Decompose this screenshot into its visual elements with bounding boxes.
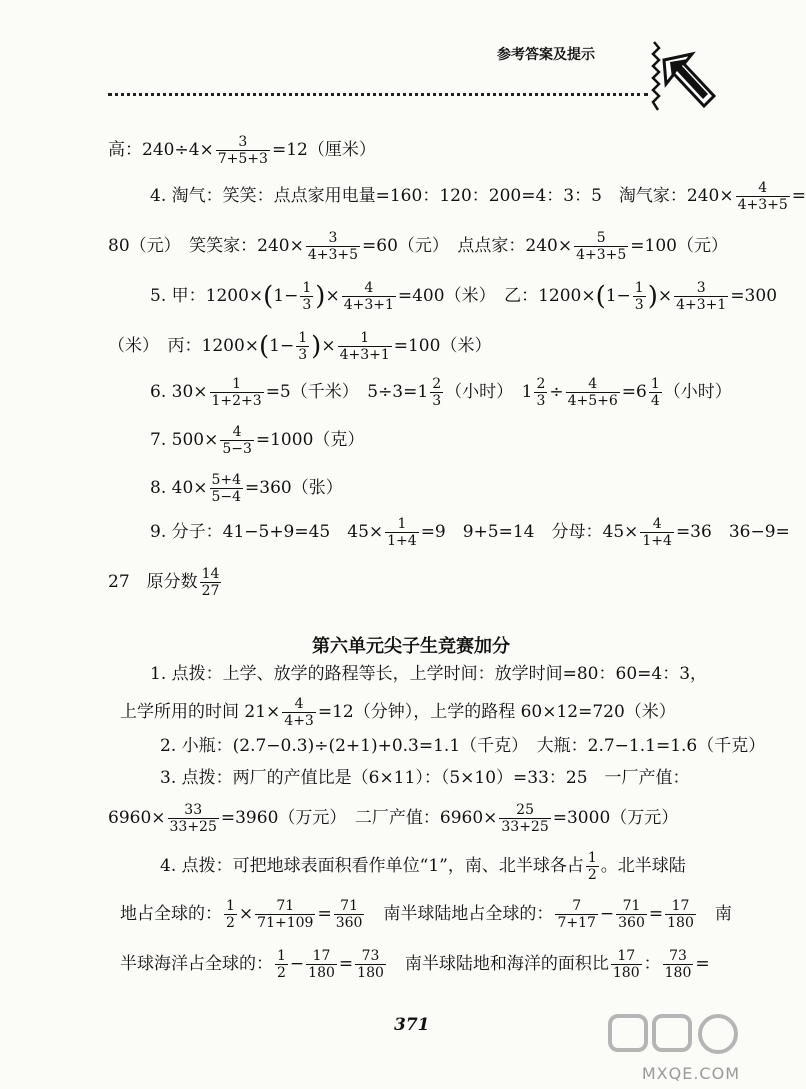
numerator: 4: [342, 280, 396, 297]
fraction: [566, 376, 620, 409]
denominator: 3: [302, 297, 312, 314]
fraction: [168, 802, 219, 835]
fraction: [210, 472, 244, 505]
text: 2. 小瓶：(2.7−0.3)÷(2+1)+0.3=1.1（千克） 大瓶：2.7−1.1=1.6（千克）: [160, 736, 766, 756]
text: =100（元）: [630, 236, 728, 257]
answer-line: [150, 280, 777, 313]
fraction: [574, 230, 628, 263]
denominator: 7+5+3: [217, 151, 268, 168]
answer-line: [120, 898, 732, 931]
text: 南半球陆地占全球的：: [366, 904, 554, 925]
fraction: [611, 948, 642, 981]
answer-line: [150, 666, 707, 683]
text: 1−: [605, 286, 631, 307]
paren: ): [315, 281, 326, 312]
text: =: [317, 904, 332, 925]
header-title: 参考答案及提示: [497, 47, 595, 63]
numerator: 1: [226, 898, 235, 914]
text: =: [648, 904, 664, 925]
numerator: 71: [616, 898, 647, 915]
text: ÷: [549, 382, 564, 403]
text: =9 9+5=14 分母：45×: [420, 522, 639, 543]
section-title: 第六单元尖子生竞赛加分: [312, 636, 510, 657]
denominator: 180: [664, 965, 692, 982]
denominator: 33+25: [169, 819, 217, 836]
text: =: [695, 954, 710, 975]
text: =12（分钟），上学的路程 60×12=720（米）: [317, 702, 676, 723]
denominator: 4+3+1: [676, 297, 727, 314]
fraction: [430, 376, 443, 409]
numerator: 17: [611, 948, 642, 965]
numerator: 33: [168, 802, 219, 819]
text: （小时） 1: [445, 382, 533, 403]
answer-line: [108, 566, 223, 599]
denominator: 3: [536, 393, 546, 410]
text: 地占全球的：: [120, 904, 222, 925]
numerator: 1: [385, 516, 419, 533]
denominator: 4+3: [284, 713, 314, 730]
text: =: [791, 186, 806, 207]
text: 9. 分子：41−5+9=45 45×: [150, 522, 384, 543]
numerator: 1: [298, 330, 308, 346]
numerator: 1: [302, 280, 312, 296]
fraction: [306, 948, 337, 981]
fraction: [296, 330, 309, 363]
text: =3000（万元）: [552, 808, 679, 829]
numerator: 1: [277, 948, 286, 964]
fraction: [736, 180, 790, 213]
denominator: 4+3+1: [339, 347, 390, 364]
denominator: 1+2+3: [211, 393, 262, 410]
page-number: 371: [394, 1015, 430, 1035]
text: ×: [657, 286, 673, 307]
fraction: [300, 280, 313, 313]
denominator: 180: [357, 965, 384, 982]
text: 高：240÷4×: [108, 140, 214, 161]
paren: (: [595, 281, 606, 312]
answer-line: [120, 948, 710, 981]
numerator: 7: [555, 898, 597, 915]
answer-line: [160, 770, 690, 787]
text: 1. 点拨：上学、放学的路程等长，上学时间：放学时间=80：60=4：3，: [150, 664, 708, 684]
denominator: 4+3+5: [576, 247, 627, 264]
numerator: 73: [355, 948, 386, 965]
answer-line: [160, 850, 686, 883]
text: 4. 淘气：笑笑：点点家用电量=160：120：200=4：3：5 淘气家：240×: [150, 186, 734, 207]
text: 南: [697, 904, 732, 925]
denominator: 3: [634, 297, 644, 314]
fraction: [200, 566, 222, 599]
answer-line: [108, 230, 728, 263]
fraction: [224, 898, 237, 931]
text: 80（元） 笑笑家：240×: [108, 236, 304, 257]
fraction: [220, 424, 254, 457]
numerator: 17: [665, 898, 696, 915]
denominator: 2: [226, 915, 235, 932]
fraction: [640, 516, 674, 549]
text: −: [289, 954, 305, 975]
text: =3960（万元） 二厂产值：6960×: [220, 808, 498, 829]
text: 上学所用的时间 21×: [120, 702, 281, 723]
text: =300: [730, 286, 778, 307]
fraction: [255, 898, 315, 931]
text: =100（米）: [393, 336, 492, 357]
denominator: 5−3: [222, 441, 252, 458]
header-dotted-divider: [108, 93, 648, 96]
text: ×: [238, 904, 254, 925]
denominator: 4+5+6: [567, 393, 618, 410]
text: 1−: [273, 286, 299, 307]
text: 南半球陆地和海洋的面积比: [387, 954, 609, 975]
text: =6: [621, 382, 647, 403]
answer-line: [120, 696, 676, 729]
text: 5. 甲：1200×: [150, 286, 264, 307]
answer-line: [150, 516, 790, 549]
fraction: [338, 330, 392, 363]
text: 1−: [269, 336, 295, 357]
text: ×: [321, 336, 336, 357]
text: 7. 500×: [150, 430, 219, 451]
fraction: [210, 376, 264, 409]
numerator: 1: [587, 850, 597, 866]
answer-line: [150, 180, 806, 213]
answer-line: [108, 802, 678, 835]
text: ×: [325, 286, 340, 307]
answer-line: [150, 472, 343, 505]
text: 。北半球陆: [600, 856, 686, 877]
denominator: 71+109: [257, 915, 314, 932]
text: =60（元） 点点家：240×: [362, 236, 573, 257]
fraction: [275, 948, 288, 981]
numerator: 2: [432, 376, 442, 392]
text: 6960×: [108, 808, 166, 829]
text: 3. 点拨：两厂的产值比是（6×11）：（5×10）=33：25 一厂产值：: [160, 768, 690, 788]
fraction: [355, 948, 386, 981]
fraction: [616, 898, 647, 931]
fraction: [586, 850, 599, 883]
text: −: [599, 904, 615, 925]
text: 4. 点拨：可把地球表面积看作单位“1”，南、北半球各占: [160, 856, 584, 877]
numerator: 4: [566, 376, 620, 393]
watermark: [604, 1010, 744, 1085]
fraction: [306, 230, 360, 263]
text: =5（千米） 5÷3=1: [265, 382, 429, 403]
text: 27 原分数: [108, 572, 198, 593]
numerator: 3: [306, 230, 360, 247]
text: =400（米） 乙：1200×: [397, 286, 596, 307]
numerator: 3: [216, 134, 270, 151]
denominator: 2: [587, 867, 597, 884]
numerator: 4: [736, 180, 790, 197]
fraction: [534, 376, 547, 409]
text: 半球海洋占全球的：: [120, 954, 273, 975]
watermark-logo-icon: [604, 1010, 744, 1060]
numerator: 3: [674, 280, 728, 297]
text: ：: [643, 954, 661, 975]
watermark-text: MXQE.COM: [641, 1064, 740, 1083]
numerator: 2: [536, 376, 546, 392]
answer-line: [108, 134, 376, 167]
numerator: 1: [634, 280, 644, 296]
denominator: 3: [432, 393, 442, 410]
fraction: [385, 516, 419, 549]
numerator: 71: [334, 898, 365, 915]
denominator: 2: [277, 965, 286, 982]
numerator: 4: [640, 516, 674, 533]
fraction: [663, 948, 694, 981]
fraction: [674, 280, 728, 313]
denominator: 27: [201, 583, 220, 600]
fraction: [216, 134, 270, 167]
denominator: 180: [612, 965, 640, 982]
denominator: 4+3+5: [307, 247, 359, 264]
numerator: 5+4: [211, 472, 242, 488]
paren: (: [263, 281, 274, 312]
denominator: 4: [650, 393, 660, 410]
numerator: 25: [499, 802, 550, 819]
fraction: [334, 898, 365, 931]
text: 6. 30×: [150, 382, 208, 403]
denominator: 3: [298, 347, 308, 364]
denominator: 180: [667, 915, 694, 932]
numerator: 1: [210, 376, 264, 393]
denominator: 360: [335, 915, 363, 932]
answer-line: [150, 376, 732, 409]
fraction: [665, 898, 696, 931]
denominator: 33+25: [501, 819, 549, 836]
numerator: 73: [663, 948, 694, 965]
numerator: 1: [650, 376, 660, 392]
numerator: 71: [255, 898, 315, 915]
text: =360（张）: [245, 478, 343, 499]
denominator: 180: [308, 965, 335, 982]
fraction: [499, 802, 550, 835]
text: =: [338, 954, 354, 975]
text: =36 36−9=: [675, 522, 790, 543]
numerator: 5: [574, 230, 628, 247]
arrow-icon: [640, 40, 720, 112]
numerator: 4: [220, 424, 254, 441]
paren: ): [311, 331, 322, 362]
text: 8. 40×: [150, 478, 208, 499]
answer-line: [108, 330, 491, 363]
fraction: [633, 280, 646, 313]
answer-line: [150, 424, 364, 457]
denominator: 4+3+1: [343, 297, 394, 314]
fraction: [649, 376, 662, 409]
fraction: [342, 280, 396, 313]
denominator: 1+4: [642, 533, 672, 550]
text: =12（厘米）: [271, 140, 376, 161]
paren: (: [259, 331, 270, 362]
paren: ): [647, 281, 658, 312]
numerator: 14: [201, 566, 220, 582]
denominator: 5−4: [211, 489, 242, 506]
denominator: 4+3+5: [737, 197, 788, 214]
fraction: [282, 696, 316, 729]
text: （米） 丙：1200×: [108, 336, 260, 357]
denominator: 1+4: [387, 533, 417, 550]
numerator: 1: [338, 330, 392, 347]
numerator: 17: [306, 948, 337, 965]
denominator: 7+17: [557, 915, 596, 932]
text: =1000（克）: [255, 430, 365, 451]
answer-line: [160, 738, 765, 755]
text: （小时）: [663, 382, 732, 403]
denominator: 360: [618, 915, 645, 932]
fraction: [555, 898, 597, 931]
numerator: 4: [282, 696, 316, 713]
